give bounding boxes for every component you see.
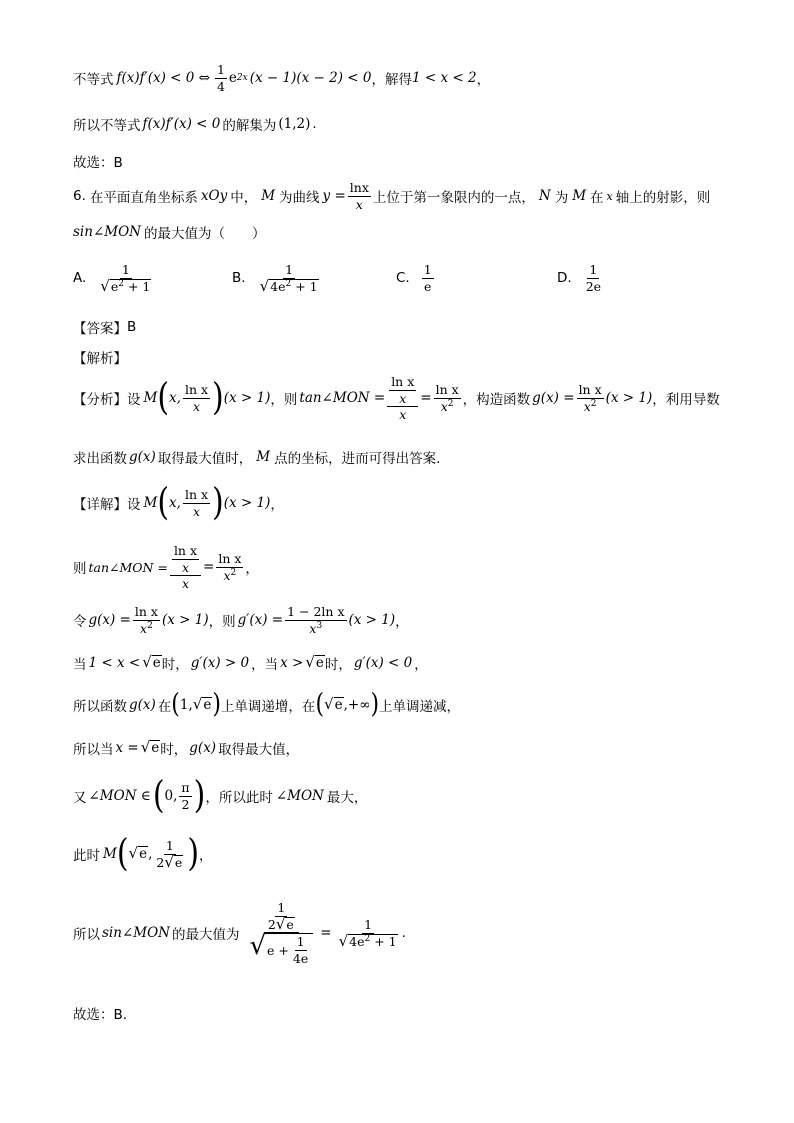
detail-line-1: 【详解】 设 M ( x, $\frac{\text{ln x}}{x}$ ) (x > 1) ， — [73, 480, 284, 525]
math-expr: x — [606, 189, 613, 203]
detail-line-5: 所以函数 g(x) 在 ( 1, √ e ) 上单调递增，在 ( √ e ,+∞ ) 上单调递减， — [73, 688, 461, 720]
fraction — [216, 551, 243, 583]
math-expr: 1 < x < 2 — [411, 70, 477, 87]
text: 时， — [161, 657, 189, 673]
denominator: x — [181, 559, 189, 575]
denominator — [98, 276, 153, 295]
text: 故选：B. — [73, 1007, 128, 1023]
text: 时， — [324, 657, 352, 673]
denominator: e — [423, 278, 432, 294]
radicand: e — [174, 854, 183, 870]
math-expr: ∠MON — [275, 788, 324, 805]
math-expr: 1 < x < — [88, 655, 141, 671]
sqrt: √ e — [128, 844, 148, 863]
numerator: 1 — [296, 934, 305, 950]
text: 设 — [127, 497, 141, 514]
detail-line-2 — [73, 543, 259, 592]
fraction — [389, 374, 416, 406]
text: 取得最大值， — [218, 742, 300, 758]
math-expr: = — [203, 559, 215, 576]
math-expr: (x > 1) — [161, 612, 209, 629]
numerator: 1 — [277, 900, 286, 915]
denominator — [337, 931, 400, 950]
detail-tag: 【详解】 — [73, 497, 127, 514]
fraction — [285, 604, 346, 636]
sqrt: √ $4e^2 + 1$ — [259, 276, 318, 295]
exponent: 2 — [118, 278, 124, 289]
denominator — [154, 852, 185, 871]
math-expr: g′(x) < 0 — [353, 655, 413, 671]
math-expr: (x > 1) — [348, 612, 396, 629]
math-expr: (1,2) — [278, 116, 311, 132]
question-line-1 — [73, 180, 710, 212]
text: 为曲线 — [279, 190, 320, 207]
numerator: 1 — [364, 917, 373, 933]
numerator: lnx — [349, 180, 369, 195]
fraction — [98, 262, 153, 294]
base: x — [440, 399, 448, 415]
math-expr: sin∠MON — [102, 925, 170, 942]
text: ， — [270, 497, 284, 514]
radicand: e — [334, 697, 343, 714]
text: 在 — [157, 699, 172, 715]
math-expr: g(x) — [129, 449, 156, 465]
base: x — [223, 568, 231, 584]
text: 上位于第一象限内的一点， — [372, 190, 535, 207]
text: 设 — [127, 392, 141, 409]
radicand: 4e — [270, 278, 286, 294]
numerator: 1 — [121, 262, 130, 277]
math-expr: f(x)f′(x) < 0 ⇔ — [116, 70, 210, 87]
text: 的解集为 — [222, 118, 277, 134]
math-expr: tan∠MON = — [88, 559, 168, 575]
exponent: 2 — [590, 398, 597, 409]
fenxi-line-1: 【分析】 设 M ( x, $\frac{\text{ln x}}{x}$ ) (x > 1) ，则 tan∠MON = $\frac{\frac{\text{ln x}}{x}}{x}$ = $\frac{\text{ln x}}{x^2}$ ，构造函数 g(x) = $\frac{\text{ln x}}{x^2}$ (x > 1) ，利用导数 — [73, 374, 720, 423]
text: ， — [414, 657, 428, 673]
denominator — [266, 914, 297, 933]
denominator: x — [399, 407, 407, 423]
text: . — [401, 925, 406, 942]
denominator: x — [192, 398, 201, 414]
math-expr: x > — [280, 655, 304, 671]
text: 在 — [590, 190, 604, 207]
math-expr: sin∠MON — [73, 224, 141, 240]
denominator — [307, 621, 324, 637]
text: 轴上的射影，则 — [615, 190, 711, 207]
answer-tag: 【答案】 — [73, 321, 127, 337]
fraction — [183, 487, 210, 519]
option-d[interactable] — [557, 262, 605, 294]
math-expr: M — [143, 390, 158, 407]
text: 时， — [160, 742, 188, 758]
text: 当 — [73, 657, 87, 673]
sqrt: √ e — [305, 653, 324, 672]
option-label: D. — [557, 270, 572, 287]
numerator: ln x — [435, 382, 459, 398]
compound-fraction — [170, 543, 201, 592]
numerator: ln x — [391, 374, 415, 389]
text: 所以当 — [73, 742, 114, 758]
math-expr: xOy — [200, 188, 228, 205]
text: 上单调递减， — [379, 699, 461, 715]
math-expr: 1, — [179, 697, 193, 713]
sqrt: √ e — [275, 914, 294, 933]
option-a[interactable] — [73, 262, 155, 294]
text: ，则 — [208, 614, 236, 631]
math-expr: x = — [115, 740, 139, 756]
detail-line-9 — [73, 900, 406, 967]
denominator: 4e — [292, 950, 309, 966]
detail-line-4 — [73, 653, 428, 673]
text: ，解得 — [371, 72, 412, 89]
text: ，则 — [270, 392, 298, 409]
sqrt: √ e — [142, 653, 161, 672]
fraction — [183, 382, 210, 414]
fraction — [258, 262, 321, 294]
text: ，构造函数 — [462, 392, 531, 409]
math-expr: (x > 1) — [223, 495, 271, 512]
question-number: 6. — [73, 188, 86, 205]
math-expr: g′(x) > 0 — [190, 655, 250, 671]
denominator: x — [181, 576, 189, 592]
radicand: 4e — [349, 933, 365, 949]
fraction — [133, 604, 160, 636]
numerator: ln x — [184, 382, 209, 398]
fraction — [577, 382, 604, 414]
radicand: e — [315, 655, 324, 672]
denominator — [138, 621, 155, 637]
solution-line-1 — [73, 62, 490, 94]
radicand-rest: + 1 — [124, 278, 151, 294]
fraction — [266, 900, 297, 932]
math-expr: x, — [169, 495, 181, 512]
denominator: x — [399, 390, 407, 406]
math-expr: M — [572, 188, 587, 205]
detail-line-7: 又 ∠MON ∈ ( 0, $\frac{\pi}{2}$ ) ，所以此时 ∠MON 最大， — [73, 773, 368, 818]
math-expr: (x > 1) — [605, 390, 653, 407]
math-expr: g′(x) = — [237, 612, 284, 629]
text: 点的坐标，进而可得出答案. — [274, 451, 441, 467]
fraction — [337, 917, 400, 949]
exponent: 2 — [447, 398, 454, 409]
text: 不等式 — [73, 72, 114, 89]
answer-line — [73, 317, 136, 337]
text: 所以不等式 — [73, 118, 141, 134]
text: ， — [395, 614, 409, 631]
math-expr: g(x) = — [88, 612, 131, 629]
base: x — [583, 399, 591, 415]
fenxi-tag: 【分析】 — [73, 392, 127, 409]
text: ，利用导数 — [652, 392, 720, 409]
sqrt: √ e + $\frac{1}{4e}$ — [249, 933, 313, 966]
text: 此时 — [73, 848, 100, 865]
text: ，所以此时 — [205, 790, 273, 807]
final-answer-line — [73, 1003, 127, 1023]
radicand: e + — [267, 942, 289, 958]
math-expr: M — [103, 846, 117, 863]
exponent: 2 — [364, 933, 371, 944]
compound-fraction — [387, 374, 418, 423]
text: 求出函数 — [73, 451, 127, 467]
radicand: e — [152, 655, 161, 672]
text: 所以 — [73, 927, 100, 944]
solution-line-2 — [73, 114, 317, 134]
analysis-tag-line — [73, 347, 127, 367]
text: ， — [245, 561, 259, 578]
exponent: 3 — [316, 620, 323, 631]
denominator: 4 — [216, 78, 225, 94]
numerator: 1 — [589, 262, 598, 277]
detail-line-3 — [73, 604, 409, 636]
numerator — [170, 543, 201, 576]
denominator — [439, 399, 456, 415]
text: 的最大值为（ ） — [143, 226, 266, 242]
text: 中， — [230, 190, 258, 207]
math-expr: 0, — [164, 788, 178, 805]
math-expr: = — [420, 390, 432, 407]
exponent: 2 — [147, 620, 153, 631]
math-expr: g(x) — [189, 740, 217, 756]
denominator: 2e — [585, 278, 602, 294]
radicand: e — [139, 846, 148, 863]
detail-line-8: 此时 M ( √ e , 1 2 √ e ) ， — [73, 831, 213, 876]
base: x — [309, 620, 317, 636]
fraction — [179, 780, 191, 812]
text: 在平面直角坐标系 — [89, 190, 198, 207]
numerator: ln x — [218, 551, 242, 567]
denominator: x — [355, 196, 363, 212]
denominator — [247, 933, 315, 966]
numerator — [264, 900, 299, 933]
math-expr: tan∠MON = — [299, 390, 386, 407]
math-expr: N — [538, 188, 551, 205]
option-b[interactable] — [232, 262, 323, 294]
exponent: 2 — [285, 278, 292, 289]
sqrt: √ e — [140, 738, 160, 757]
denominator: 2 — [181, 796, 190, 812]
numerator: 1 − 2ln x — [287, 604, 345, 619]
analysis-tag: 【解析】 — [73, 351, 127, 367]
radicand: e — [151, 740, 160, 757]
math-expr: g(x) — [129, 697, 156, 713]
coefficient: 2 — [267, 916, 276, 932]
math-expr: ,+∞ — [343, 697, 371, 713]
choice-line — [73, 151, 123, 171]
text: ， — [199, 848, 213, 865]
numerator: ln x — [184, 487, 209, 502]
math-expr: , — [148, 846, 153, 863]
option-label: A. — [73, 270, 87, 287]
answer-value: B — [127, 319, 137, 335]
radicand: e — [203, 697, 212, 714]
option-label: C. — [396, 270, 410, 287]
coefficient: 2 — [156, 854, 165, 870]
math-expr: e — [228, 70, 237, 87]
fraction — [154, 838, 185, 870]
exponent: 2x — [236, 73, 248, 84]
math-expr: g(x) = — [532, 390, 575, 407]
text: 所以函数 — [73, 699, 127, 715]
numerator: π — [181, 780, 190, 795]
base: x — [140, 620, 148, 636]
sqrt: √ e — [164, 852, 183, 871]
radicand: e — [286, 916, 294, 932]
math-expr: M — [261, 188, 276, 205]
fraction — [584, 262, 603, 294]
fraction — [422, 262, 434, 294]
text: 令 — [73, 614, 87, 631]
sqrt: √ $4e^2 + 1$ — [338, 931, 397, 950]
numerator: 1 — [165, 838, 174, 853]
exponent: 2 — [230, 567, 237, 578]
radicand-rest: + 1 — [291, 278, 318, 294]
sqrt: √ $e^2 + 1$ — [100, 276, 151, 295]
text: 为 — [554, 190, 569, 207]
fenxi-line-2 — [73, 447, 440, 467]
fraction — [172, 543, 199, 575]
math-expr: x, — [169, 390, 181, 407]
text: 最大， — [326, 790, 368, 807]
sqrt: √ e — [324, 695, 343, 714]
numerator: ln x — [134, 604, 158, 619]
text: ， — [476, 72, 491, 89]
math-expr: M — [143, 495, 158, 512]
text: 取得最大值时， — [157, 451, 253, 467]
text: 故选：B — [73, 155, 123, 171]
numerator: 1 — [423, 262, 432, 277]
math-expr: f(x)f′(x) < 0 — [142, 116, 221, 132]
denominator — [582, 399, 599, 415]
radicand-rest: + 1 — [370, 933, 397, 949]
compound-fraction — [247, 900, 315, 967]
sqrt: √ e — [192, 695, 212, 714]
text: 则 — [73, 561, 87, 578]
math-expr: = — [320, 925, 332, 942]
numerator — [387, 374, 418, 407]
question-line-2 — [73, 222, 265, 242]
math-expr: (x − 1)(x − 2) < 0 — [249, 70, 372, 87]
math-expr: y = — [322, 188, 346, 205]
text: 的最大值为 — [171, 927, 240, 944]
numerator: ln x — [578, 382, 602, 398]
option-c[interactable] — [396, 262, 436, 294]
text: . — [312, 116, 317, 132]
text: ，当 — [251, 657, 279, 673]
numerator: 1 — [216, 62, 225, 77]
fraction — [348, 180, 371, 212]
fraction — [434, 382, 461, 414]
denominator — [258, 276, 321, 295]
text: 上单调递增，在 — [220, 699, 316, 715]
text: 又 — [73, 790, 87, 807]
fraction — [291, 934, 310, 966]
math-expr: (x > 1) — [223, 390, 271, 407]
numerator: ln x — [173, 543, 198, 558]
numerator: 1 — [285, 262, 294, 277]
detail-line-6 — [73, 738, 299, 758]
math-expr: M — [256, 449, 271, 465]
denominator: x — [192, 503, 201, 519]
option-label: B. — [232, 270, 246, 287]
denominator — [221, 568, 238, 584]
fraction — [215, 62, 227, 94]
radicand: e — [110, 278, 119, 294]
math-expr: ∠MON ∈ — [88, 788, 151, 805]
